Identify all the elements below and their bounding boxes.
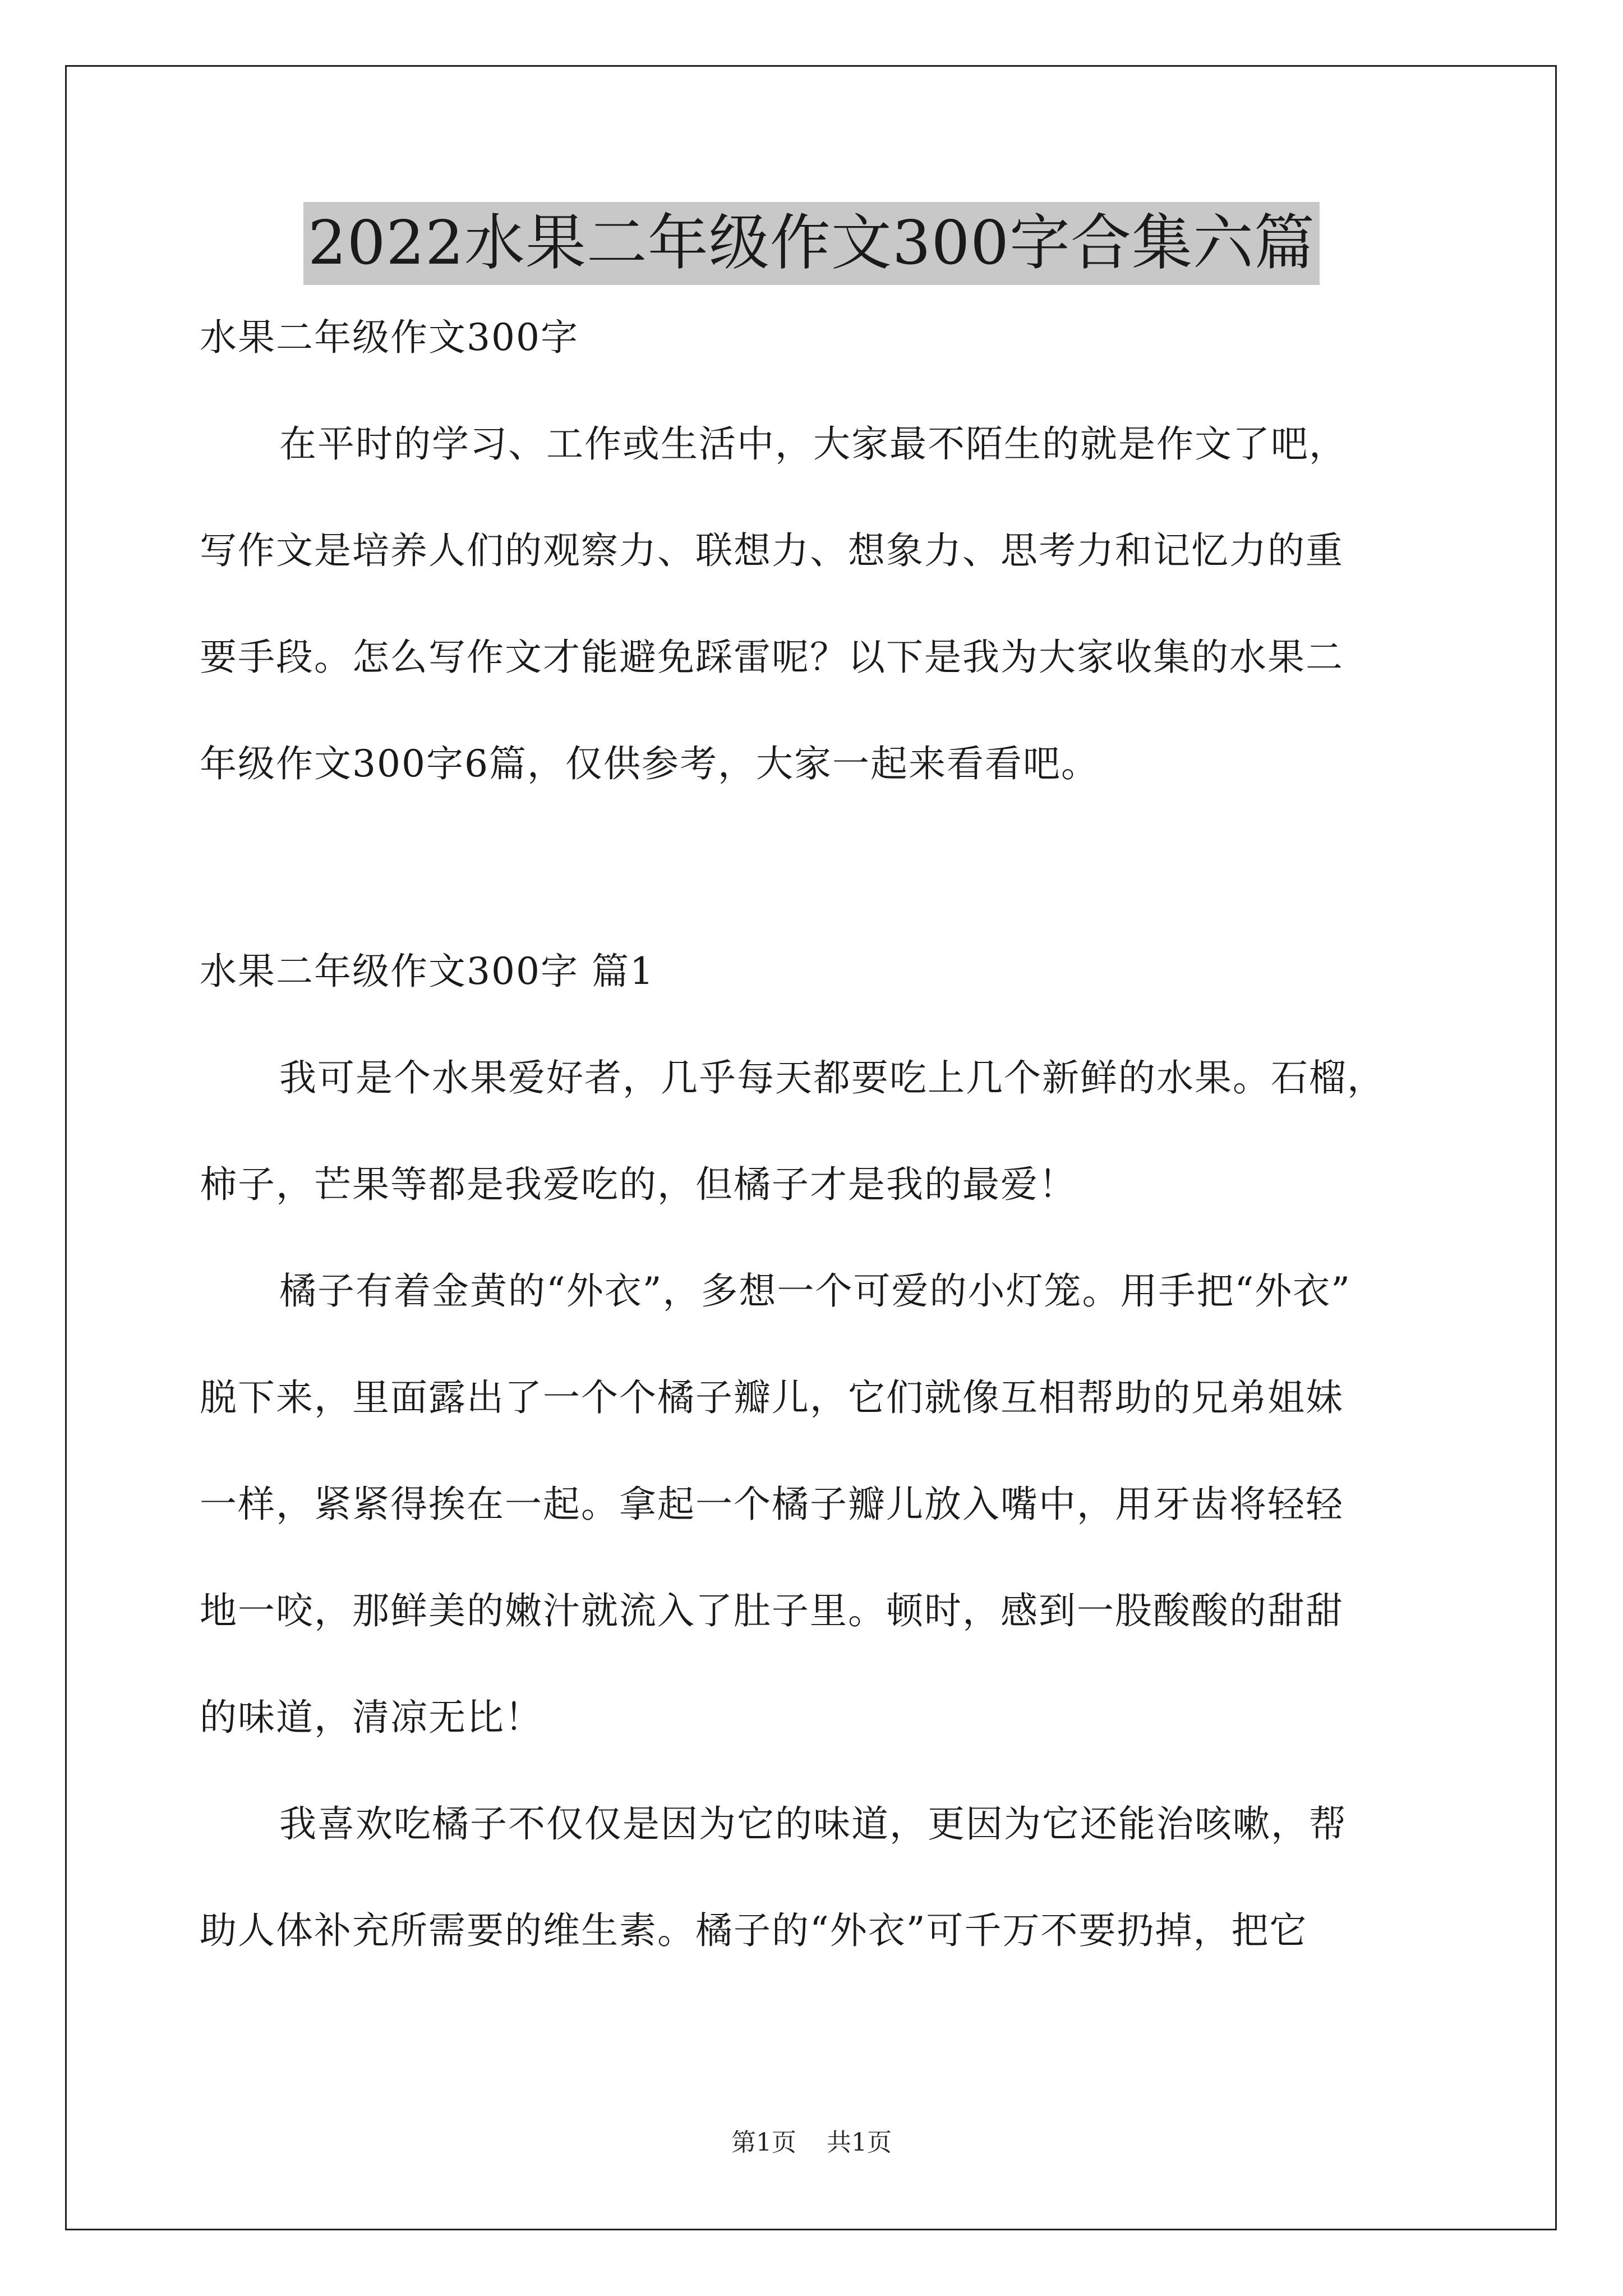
section1-heading: 水果二年级作文300字 篇1 [200,950,654,993]
section1-p1-line: 柿子，芒果等都是我爱吃的，但橘子才是我的最爱！ [200,1163,1077,1206]
section1-p2-line: 一样，紧紧得挨在一起。拿起一个橘子瓣儿放入嘴中，用牙齿将轻轻 [200,1483,1344,1526]
page-footer [0,2126,1623,2160]
document-body [200,310,1456,1959]
section1-p2-line: 地一咬，那鲜美的嫩汁就流入了肚子里。顿时，感到一股酸酸的甜甜 [200,1589,1344,1632]
document-title: 2022水果二年级作文300字合集六篇 [303,202,1320,285]
section1-p1-line: 我可是个水果爱好者，几乎每天都要吃上几个新鲜的水果。石榴， [279,1056,1385,1099]
page-number-total: 共1页 [827,2128,892,2157]
section1-p2-line: 的味道，清凉无比！ [200,1696,543,1739]
intro-line: 写作文是培养人们的观察力、联想力、想象力、思考力和记忆力的重 [200,529,1344,572]
title-container [0,202,1623,285]
intro-line: 在平时的学习、工作或生活中，大家最不陌生的就是作文了吧， [279,422,1347,466]
intro-line: 年级作文300字6篇，仅供参考，大家一起来看看吧。 [200,742,1099,785]
section1-p3-line: 我喜欢吃橘子不仅仅是因为它的味道，更因为它还能治咳嗽，帮 [279,1802,1347,1846]
intro-line: 要手段。怎么写作文才能避免踩雷呢？以下是我为大家收集的水果二 [200,636,1344,679]
page-number-current: 第1页 [731,2128,796,2157]
section1-p3-line: 助人体补充所需要的维生素。橘子的“外衣”可千万不要扔掉，把它 [200,1909,1308,1952]
section1-p2-line: 橘子有着金黄的“外衣”，多想一个可爱的小灯笼。用手把“外衣” [279,1269,1351,1313]
intro-heading: 水果二年级作文300字 [200,316,579,359]
section1-p2-line: 脱下来，里面露出了一个个橘子瓣儿，它们就像互相帮助的兄弟姐妹 [200,1376,1344,1419]
